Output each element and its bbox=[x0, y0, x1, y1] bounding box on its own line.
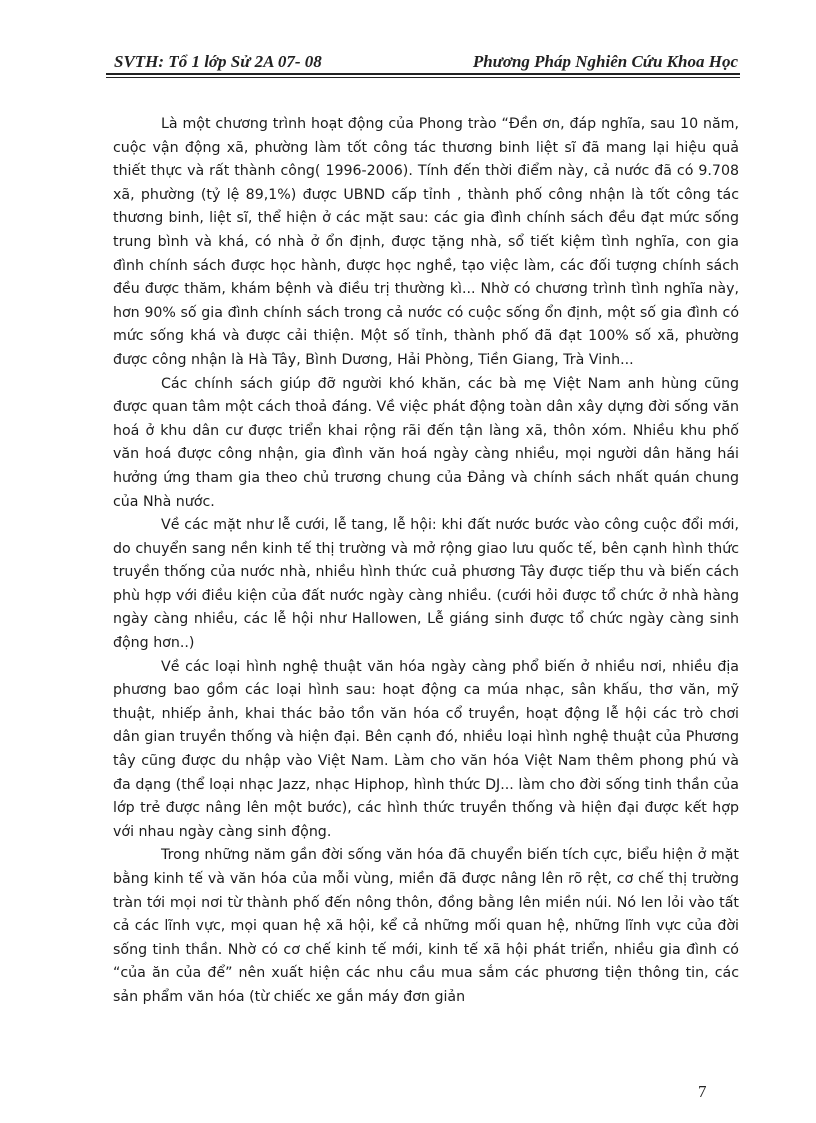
header-rule-thin bbox=[106, 77, 740, 78]
header-author: SVTH: Tổ 1 lớp Sử 2A 07- 08 bbox=[114, 52, 322, 71]
header-rule-thick bbox=[106, 73, 740, 75]
paragraph: Về các mặt như lễ cưới, lễ tang, lễ hội: khi đất nước bước vào công cuộc đổi mới, do chuyển sang nền kinh tế thị trường và mở rộng giao lưu quốc tế, bên cạnh hình thức truyền thống của nước nhà, nhiều hình thức cuả phương Tây được tiếp thu và biến cách phù hợp với điều kiện của đất nước ngày càng nhiều. (cưới hỏi được tổ chức ở nhà hàng ngày càng nhiều, các lễ hội như Hallowen, Lễ giáng sinh được tổ chức ngày càng sinh động hơn..) bbox=[113, 517, 739, 652]
page-header bbox=[106, 50, 740, 72]
paragraph: Trong những năm gần đời sống văn hóa đã chuyển biến tích cực, biểu hiện ở mặt bằng kinh tế và văn hóa của mỗi vùng, miền đã được nâng lên rõ rệt, cơ chế thị trường tràn tới mọi nơi từ thành phố đến nông thôn, đồng bằng lên miền núi. Nó len lỏi vào tất cả các lĩnh vực, mọi quan hệ xã hội, kể cả những mối quan hệ, những lĩnh vực của đời sống tinh thần. Nhờ có cơ chế kinh tế mới, kinh tế xã hội phát triển, nhiều gia đình có “của ăn của để” nên xuất hiện các nhu cầu mua sắm các phương tiện thông tin, các sản phẩm văn hóa (từ chiếc xe gắn máy đơn giản bbox=[113, 847, 739, 1005]
document-body bbox=[113, 113, 739, 1010]
paragraph: Các chính sách giúp đỡ người khó khăn, các bà mẹ Việt Nam anh hùng cũng được quan tâm một cách thoả đáng. Về việc phát động toàn dân xây dựng đời sống văn hoá ở khu dân cư được triển khai rộng rãi đến tận làng xã, thôn xóm. Nhiều khu phố văn hoá được công nhận, gia đình văn hoá ngày càng nhiều, mọi người dân hăng hái hưởng ứng tham gia theo chủ trương chung của Đảng và chính sách nhất quán chung của Nhà nước. bbox=[113, 375, 739, 510]
page-number: 7 bbox=[698, 1082, 707, 1101]
header-course-title: Phương Pháp Nghiên Cứu Khoa Học bbox=[472, 52, 738, 71]
paragraph: Về các loại hình nghệ thuật văn hóa ngày càng phổ biến ở nhiều nơi, nhiều địa phương bao gồm các loại hình sau: hoạt động ca múa nhạc, sân khấu, thơ văn, mỹ thuật, nhiếp ảnh, khai thác bảo tồn văn hóa cổ truyền, hoạt động lễ hội các trò chơi dân gian truyền thống và hiện đại. Bên cạnh đó, nhiều loại hình nghệ thuật của Phương tây cũng được du nhập vào Việt Nam. Làm cho văn hóa Việt Nam thêm phong phú và đa dạng (thể loại nhạc Jazz, nhạc Hiphop, hình thức DJ... làm cho đời sống tinh thần của lớp trẻ được nâng lên một bước), các hình thức truyền thống và hiện đại được kết hợp với nhau ngày càng sinh động. bbox=[113, 658, 739, 840]
paragraph: Là một chương trình hoạt động của Phong trào “Đền ơn, đáp nghĩa, sau 10 năm, cuộc vận động xã, phường làm tốt công tác thương binh liệt sĩ đã mang lại hiệu quả thiết thực và rất thành công( 1996-2006). Tính đến thời điểm này, cả nước đã có 9.708 xã, phường (tỷ lệ 89,1%) được UBND cấp tỉnh , thành phố công nhận là tốt công tác thương binh, liệt sĩ, thể hiện ở các mặt sau: các gia đình chính sách đều đạt mức sống trung bình và khá, có nhà ở ổn định, được tặng nhà, sổ tiết kiệm tình nghĩa, con gia đình chính sách được học hành, được học nghề, tạo việc làm, các đối tượng chính sách đều được thăm, khám bệnh và điều trị thường kì... Nhờ có chương trình tình nghĩa này, hơn 90% số gia đình chính sách trong cả nước có cuộc sống ổn định, một số gia đình có mức sống khá và được cải thiện. Một số tỉnh, thành phố đã đạt 100% số xã, phường được công nhận là Hà Tây, Bình Dương, Hải Phòng, Tiền Giang, Trà Vinh... bbox=[113, 116, 739, 368]
